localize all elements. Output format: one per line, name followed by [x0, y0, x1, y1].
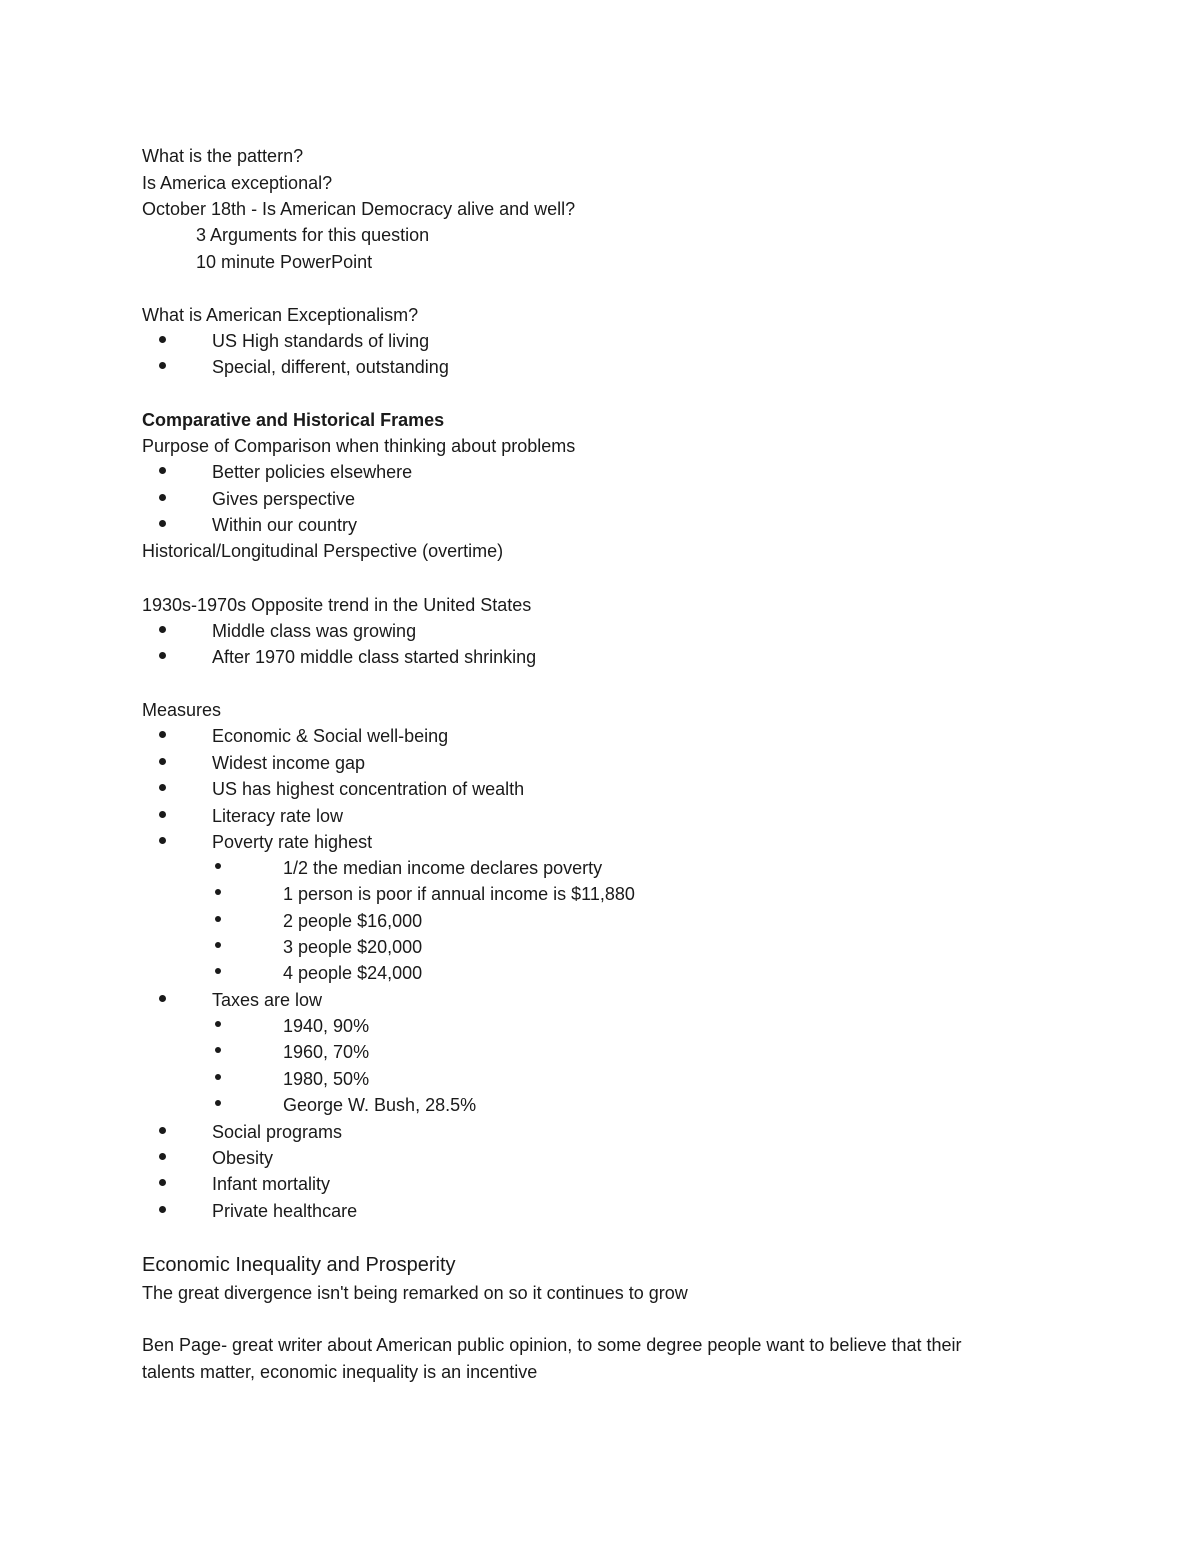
list-item: Widest income gap — [212, 753, 366, 773]
list-item: Special, different, outstanding — [212, 357, 449, 377]
sub-list-item: 1980, 50% — [283, 1069, 370, 1089]
sub-list-item: 1/2 the median income declares poverty — [283, 858, 603, 878]
sub-list-item: 2 people $16,000 — [283, 911, 423, 931]
intro-assignment: October 18th - Is American Democracy alive and well? — [142, 199, 576, 219]
frames-purpose: Purpose of Comparison when thinking about problems — [142, 436, 576, 456]
bullet-icon — [159, 731, 166, 738]
sub-list-item: George W. Bush, 28.5% — [283, 1095, 477, 1115]
bullet-icon — [159, 811, 166, 818]
sub-bullet-icon — [215, 1100, 221, 1106]
sub-list-item: 3 people $20,000 — [283, 937, 423, 957]
bullet-icon — [159, 837, 166, 844]
paragraph-line: talents matter, economic inequality is an incentive — [142, 1362, 538, 1382]
frames-title: Comparative and Historical Frames — [142, 410, 445, 430]
sub-bullet-icon — [215, 916, 221, 922]
sub-bullet-icon — [215, 942, 221, 948]
list-item: Middle class was growing — [212, 621, 417, 641]
intro-sub-powerpoint: 10 minute PowerPoint — [196, 252, 373, 272]
bullet-icon — [159, 784, 166, 791]
measures-title: Measures — [142, 700, 222, 720]
list-item: Social programs — [212, 1122, 343, 1142]
bullet-icon — [159, 1153, 166, 1160]
intro-question-exceptional: Is America exceptional? — [142, 173, 333, 193]
sub-bullet-icon — [215, 889, 221, 895]
sub-bullet-icon — [215, 1074, 221, 1080]
list-item: Infant mortality — [212, 1174, 331, 1194]
exceptionalism-question: What is American Exceptionalism? — [142, 305, 419, 325]
list-item: Taxes are low — [212, 990, 323, 1010]
sub-list-item: 1960, 70% — [283, 1042, 370, 1062]
bullet-icon — [159, 626, 166, 633]
sub-bullet-icon — [215, 1047, 221, 1053]
bullet-icon — [159, 336, 166, 343]
list-item: US High standards of living — [212, 331, 430, 351]
intro-sub-arguments: 3 Arguments for this question — [196, 225, 430, 245]
list-item: Gives perspective — [212, 489, 356, 509]
list-item: Within our country — [212, 515, 358, 535]
list-item: Private healthcare — [212, 1201, 358, 1221]
list-item: Obesity — [212, 1148, 274, 1168]
paragraph-line: Ben Page- great writer about American public opinion, to some degree people want to believe that their — [142, 1335, 962, 1355]
list-item: After 1970 middle class started shrinking — [212, 647, 537, 667]
intro-question-pattern: What is the pattern? — [142, 146, 304, 166]
bullet-icon — [159, 1206, 166, 1213]
list-item: Literacy rate low — [212, 806, 344, 826]
bullet-icon — [159, 520, 166, 527]
bullet-icon — [159, 652, 166, 659]
bullet-icon — [159, 1179, 166, 1186]
sub-list-item: 1 person is poor if annual income is $11,880 — [283, 884, 635, 904]
sub-bullet-icon — [215, 1021, 221, 1027]
list-item: Better policies elsewhere — [212, 462, 413, 482]
bullet-icon — [159, 467, 166, 474]
bullet-icon — [159, 1127, 166, 1134]
trend-title: 1930s-1970s Opposite trend in the United States — [142, 595, 532, 615]
bullet-icon — [159, 758, 166, 765]
bullet-icon — [159, 494, 166, 501]
section-heading: Economic Inequality and Prosperity — [142, 1254, 456, 1276]
bullet-icon — [159, 362, 166, 369]
sub-bullet-icon — [215, 863, 221, 869]
sub-list-item: 1940, 90% — [283, 1016, 370, 1036]
paragraph: The great divergence isn't being remarked on so it continues to grow — [142, 1283, 688, 1303]
frames-historical: Historical/Longitudinal Perspective (overtime) — [142, 541, 504, 561]
list-item: US has highest concentration of wealth — [212, 779, 525, 799]
sub-bullet-icon — [215, 968, 221, 974]
bullet-icon — [159, 995, 166, 1002]
list-item: Poverty rate highest — [212, 832, 373, 852]
list-item: Economic & Social well-being — [212, 726, 449, 746]
sub-list-item: 4 people $24,000 — [283, 963, 423, 983]
